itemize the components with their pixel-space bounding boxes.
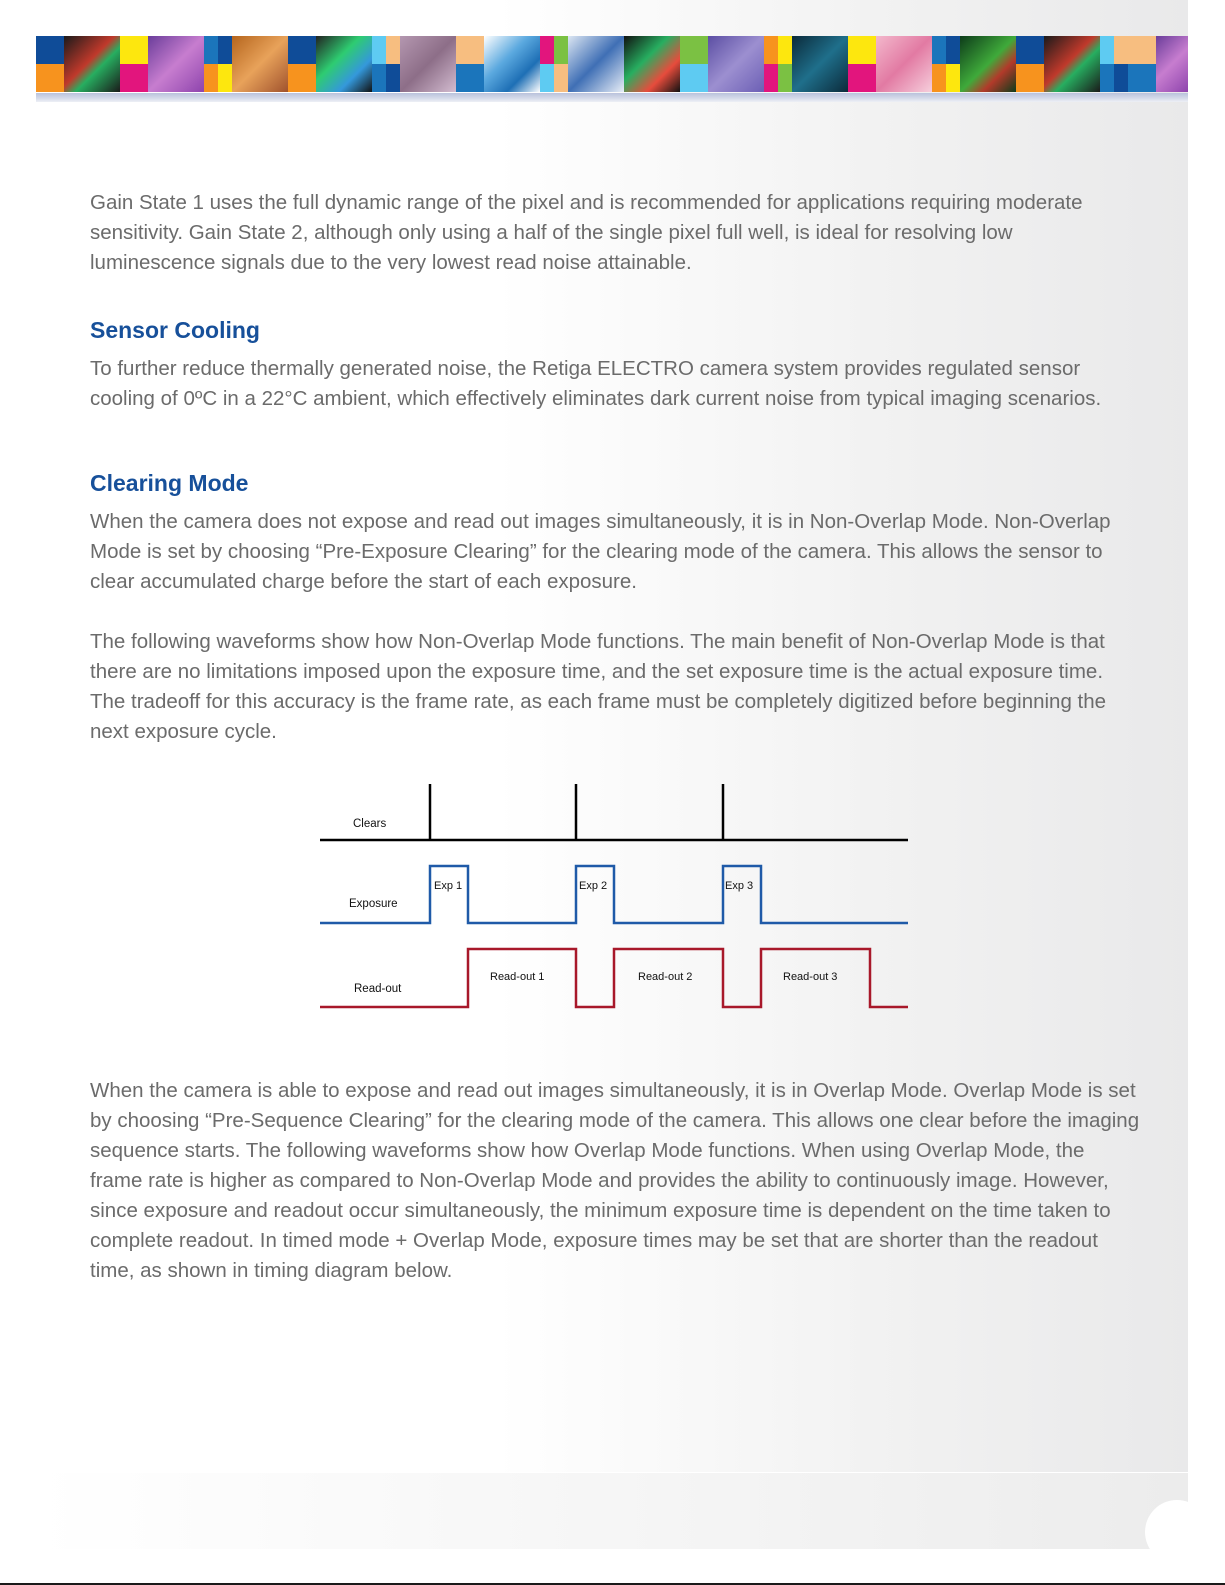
banner-color-tile <box>372 36 386 64</box>
banner-color-tile <box>1016 36 1044 64</box>
exp-label-2: Exp 2 <box>579 880 608 892</box>
banner-image-tile <box>316 36 372 92</box>
banner-color-tile <box>218 36 232 64</box>
banner-color-tile <box>120 64 148 92</box>
cooling-paragraph: To further reduce thermally generated noise, the Retiga ELECTRO camera system provides regulated sensor cooling of 0ºC in a 22°C ambient, which effectively eliminates dark current noise from typical imaging scenarios. <box>90 357 1102 410</box>
banner-color-tile <box>1128 64 1156 92</box>
clears-row-label: Clears <box>353 818 387 830</box>
banner-image-tile <box>624 36 680 92</box>
clearing-mode-heading: Clearing Mode <box>90 470 249 496</box>
exp-label-3: Exp 3 <box>725 880 754 892</box>
banner-image-tile <box>1156 36 1188 92</box>
page-number-circle <box>1145 1500 1209 1564</box>
banner-color-tile <box>932 36 946 64</box>
readout-label-2: Read-out 2 <box>638 971 693 983</box>
non-overlap-timing-diagram <box>320 780 920 1010</box>
banner-color-tile <box>288 64 316 92</box>
banner-color-tile <box>456 64 484 92</box>
banner-color-tile <box>848 36 876 64</box>
banner-image-tile <box>792 36 848 92</box>
banner-color-tile <box>204 64 218 92</box>
banner-color-tile <box>386 36 400 64</box>
banner-color-tile <box>680 36 708 64</box>
banner-color-tile <box>1128 36 1156 64</box>
banner-color-tile <box>554 36 568 64</box>
banner-color-tile <box>932 64 946 92</box>
overlap-paragraph: When the camera is able to expose and read out images simultaneously, it is in Overlap Mode. Overlap Mode is set by choosing “Pre-Sequence Clearing” for the clearing mode of the camera. This allows one clear before the imaging sequence starts. The following waveforms show how Overlap Mode functions. When using Overlap Mode, the frame rate is higher as compared to Non-Overlap Mode and provides the ability to continuously image. However, since exposure and readout occur simultaneously, the minimum exposure time is dependent on the time taken to complete readout. In timed mode + Overlap Mode, exposure times may be set that are shorter than the readout time, as shown in timing diagram below. <box>90 1079 1140 1282</box>
banner-color-tile <box>848 64 876 92</box>
banner-image-tile <box>876 36 932 92</box>
banner-color-tile <box>1100 36 1114 64</box>
banner-image-tile <box>232 36 288 92</box>
banner-color-tile <box>946 64 960 92</box>
header-rule <box>36 93 1188 102</box>
banner-image-tile <box>568 36 624 92</box>
banner-color-tile <box>456 36 484 64</box>
footer-band <box>36 1472 1188 1549</box>
clearing-intro-paragraph: When the camera does not expose and read out images simultaneously, it is in Non-Overlap Mode. Non-Overlap Mode is set by choosing “Pre-Exposure Clearing” for the clearing mode of the camera. This allows the sensor to clear accumulated charge before the start of each exposure. <box>90 510 1111 593</box>
banner-image-tile <box>1044 36 1100 92</box>
gain-paragraph: Gain State 1 uses the full dynamic range of the pixel and is recommended for applications requiring moderate sensitivity. Gain State 2, although only using a half of the single pixel full well, is ideal for resolving low luminescence signals due to the very lowest read noise attainable. <box>90 191 1083 274</box>
sensor-cooling-heading: Sensor Cooling <box>90 317 260 343</box>
banner-color-tile <box>540 36 554 64</box>
banner-color-tile <box>778 64 792 92</box>
banner-color-tile <box>680 64 708 92</box>
banner-color-tile <box>1114 36 1128 64</box>
header-banner <box>36 36 1188 92</box>
banner-color-tile <box>372 64 386 92</box>
banner-color-tile <box>120 36 148 64</box>
banner-image-tile <box>960 36 1016 92</box>
exposure-row-label: Exposure <box>349 898 398 910</box>
banner-color-tile <box>36 64 64 92</box>
banner-color-tile <box>1114 64 1128 92</box>
banner-color-tile <box>946 36 960 64</box>
banner-color-tile <box>386 64 400 92</box>
banner-image-tile <box>708 36 764 92</box>
readout-row-label: Read-out <box>354 983 402 995</box>
non-overlap-paragraph: The following waveforms show how Non-Overlap Mode functions. The main benefit of Non-Overlap Mode is that there are no limitations imposed upon the exposure time, and the set exposure time is the actual exposure time. The tradeoff for this accuracy is the frame rate, as each frame must be completely digitized before beginning the next exposure cycle. <box>90 630 1107 743</box>
banner-color-tile <box>540 64 554 92</box>
banner-color-tile <box>1100 64 1114 92</box>
banner-color-tile <box>204 36 218 64</box>
banner-image-tile <box>148 36 204 92</box>
exposure-waveform <box>320 866 908 923</box>
banner-color-tile <box>778 36 792 64</box>
banner-color-tile <box>764 36 778 64</box>
readout-label-3: Read-out 3 <box>783 971 838 983</box>
banner-image-tile <box>400 36 456 92</box>
banner-color-tile <box>554 64 568 92</box>
banner-color-tile <box>1016 64 1044 92</box>
banner-image-tile <box>484 36 540 92</box>
banner-image-tile <box>64 36 120 92</box>
banner-color-tile <box>764 64 778 92</box>
exp-label-1: Exp 1 <box>434 880 463 892</box>
banner-color-tile <box>288 36 316 64</box>
banner-color-tile <box>218 64 232 92</box>
banner-color-tile <box>36 36 64 64</box>
main-content <box>90 188 1140 1286</box>
readout-label-1: Read-out 1 <box>490 971 545 983</box>
